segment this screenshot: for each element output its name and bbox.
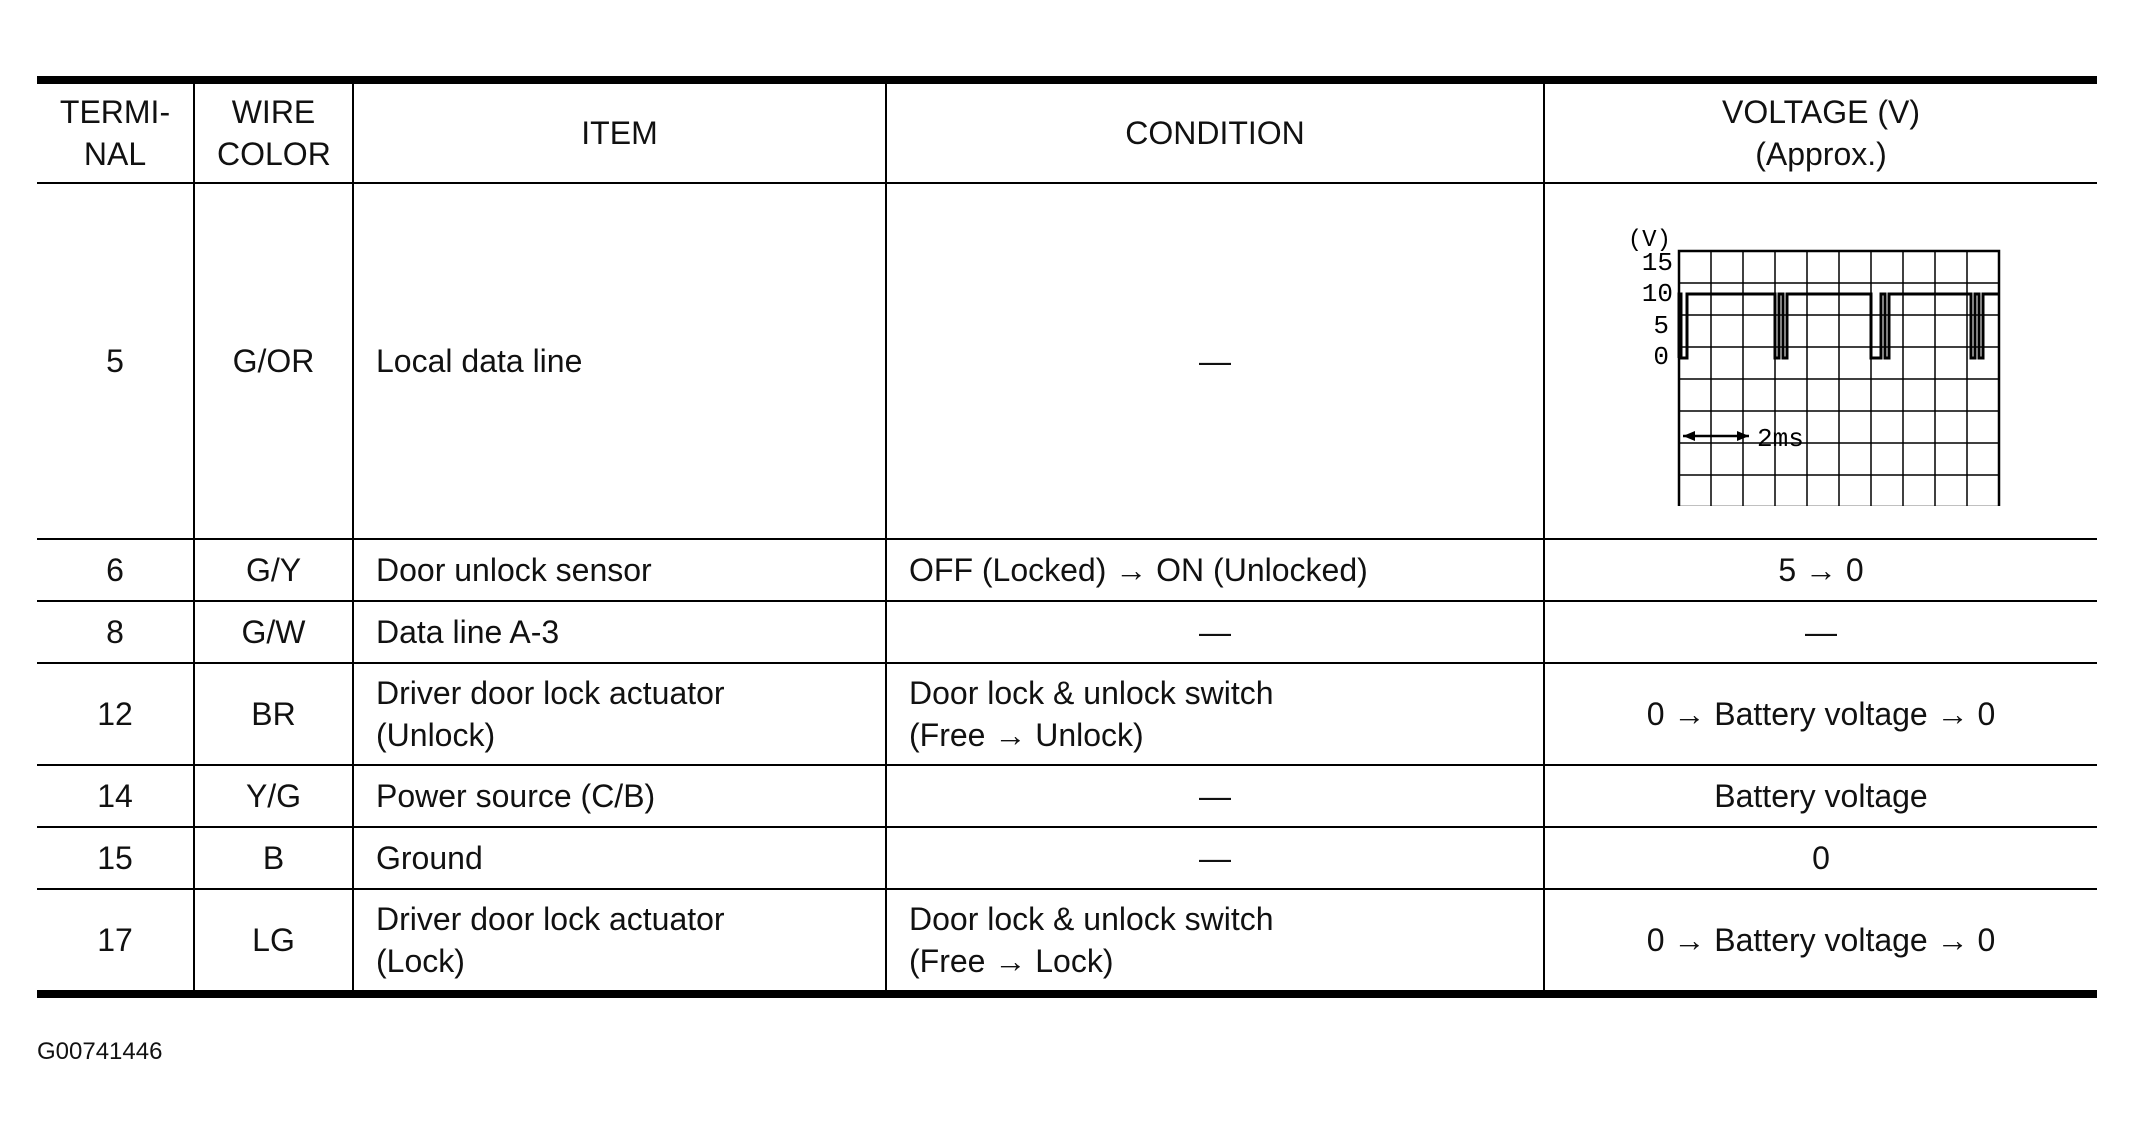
header-voltage-line-1: VOLTAGE (V) — [1722, 94, 1920, 130]
condition-line: OFF (Locked) → ON (Unlocked) — [909, 552, 1368, 588]
condition-line: — — [1199, 778, 1231, 814]
item-line: (Lock) — [376, 943, 465, 979]
item-cell — [353, 827, 886, 889]
figure-id: G00741446 — [37, 1038, 163, 1065]
item-cell — [353, 663, 886, 765]
y-tick-5: 5 — [1653, 311, 1669, 341]
terminal-table — [37, 76, 2097, 998]
condition-line: (Free → Unlock) — [909, 717, 1144, 753]
table-row — [37, 539, 2097, 601]
terminal-cell: 12 — [37, 663, 194, 765]
header-terminal — [37, 80, 194, 183]
wire-color-cell: BR — [194, 663, 353, 765]
header-voltage — [1544, 80, 2097, 183]
voltage-cell — [1544, 183, 2097, 539]
wire-color-cell: Y/G — [194, 765, 353, 827]
y-tick-15: 15 — [1641, 248, 1673, 278]
terminal-cell: 17 — [37, 889, 194, 994]
voltage-cell: 0 → Battery voltage → 0 — [1544, 889, 2097, 994]
condition-cell — [886, 601, 1544, 663]
header-row — [37, 80, 2097, 183]
header-terminal-line-1: TERMI- — [59, 94, 171, 130]
voltage-cell: 0 — [1544, 827, 2097, 889]
terminal-cell: 15 — [37, 827, 194, 889]
header-item: ITEM — [353, 80, 886, 183]
wire-color-cell: B — [194, 827, 353, 889]
item-line: Ground — [376, 840, 483, 876]
condition-line: Door lock & unlock switch — [909, 675, 1274, 711]
item-line: Driver door lock actuator — [376, 675, 725, 711]
y-tick-0: 0 — [1653, 342, 1669, 372]
condition-cell — [886, 765, 1544, 827]
condition-cell — [886, 183, 1544, 539]
condition-cell — [886, 827, 1544, 889]
header-voltage-line-2: (Approx.) — [1755, 136, 1887, 172]
header-wire-color-line-2: COLOR — [217, 136, 331, 172]
condition-cell — [886, 889, 1544, 994]
table-row — [37, 827, 2097, 889]
wire-color-cell: G/Y — [194, 539, 353, 601]
y-tick-10: 10 — [1641, 279, 1673, 309]
item-cell — [353, 539, 886, 601]
condition-line: (Free → Lock) — [909, 943, 1114, 979]
terminal-cell: 14 — [37, 765, 194, 827]
waveform-container — [1567, 216, 2075, 506]
voltage-cell: 5 → 0 — [1544, 539, 2097, 601]
item-line: Power source (C/B) — [376, 778, 656, 814]
terminal-cell: 8 — [37, 601, 194, 663]
item-line: Local data line — [376, 343, 583, 379]
item-line: (Unlock) — [376, 717, 496, 753]
oscilloscope-waveform — [1621, 216, 2021, 506]
table-row — [37, 765, 2097, 827]
table-row — [37, 889, 2097, 994]
time-scale-arrow-left — [1683, 431, 1695, 441]
condition-line: — — [1199, 343, 1231, 379]
header-condition: CONDITION — [886, 80, 1544, 183]
terminal-cell: 6 — [37, 539, 194, 601]
header-terminal-line-2: NAL — [83, 136, 147, 172]
table-row — [37, 601, 2097, 663]
wire-color-cell: LG — [194, 889, 353, 994]
voltage-cell: Battery voltage — [1544, 765, 2097, 827]
condition-cell — [886, 539, 1544, 601]
y-unit-label: (V) — [1627, 227, 1671, 254]
wire-color-cell: G/W — [194, 601, 353, 663]
wire-color-cell: G/OR — [194, 183, 353, 539]
table-row — [37, 663, 2097, 765]
item-cell — [353, 601, 886, 663]
terminal-spec-sheet — [37, 76, 2097, 998]
item-cell — [353, 765, 886, 827]
time-scale-label: 2ms — [1757, 424, 1804, 454]
condition-line: Door lock & unlock switch — [909, 901, 1274, 937]
item-line: Data line A-3 — [376, 614, 560, 650]
header-wire-color-line-1: WIRE — [231, 94, 316, 130]
header-wire-color — [194, 80, 353, 183]
condition-cell — [886, 663, 1544, 765]
voltage-cell: — — [1544, 601, 2097, 663]
item-cell — [353, 889, 886, 994]
condition-line: — — [1199, 840, 1231, 876]
terminal-cell: 5 — [37, 183, 194, 539]
item-cell — [353, 183, 886, 539]
voltage-cell: 0 → Battery voltage → 0 — [1544, 663, 2097, 765]
scope-grid — [1679, 251, 1999, 506]
item-line: Door unlock sensor — [376, 552, 652, 588]
item-line: Driver door lock actuator — [376, 901, 725, 937]
condition-line: — — [1199, 614, 1231, 650]
table-row — [37, 183, 2097, 539]
